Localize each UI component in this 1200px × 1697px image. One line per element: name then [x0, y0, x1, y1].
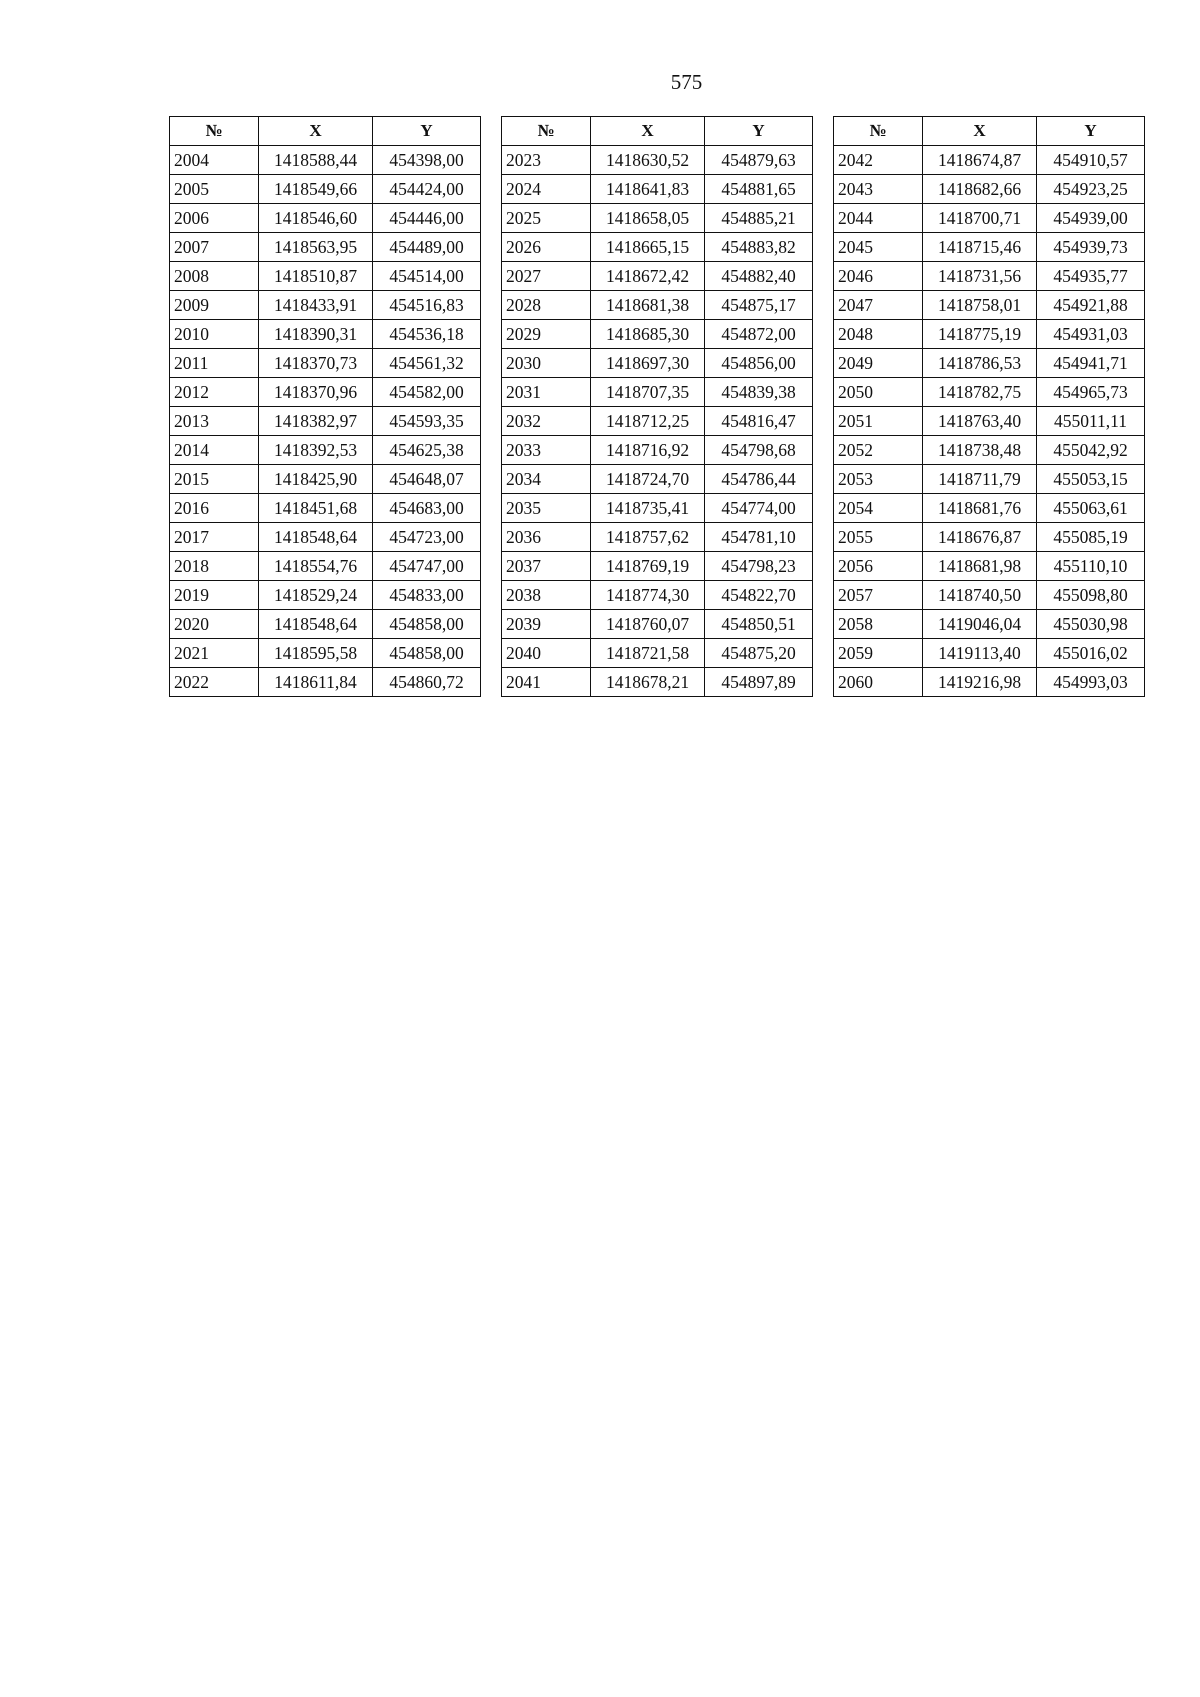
point-number-cell: 2010	[170, 320, 259, 349]
y-coordinate-cell: 454931,03	[1037, 320, 1145, 349]
x-coordinate-cell: 1418782,75	[923, 378, 1037, 407]
x-coordinate-cell: 1418392,53	[259, 436, 373, 465]
point-number-cell: 2035	[502, 494, 591, 523]
point-number-cell: 2042	[834, 146, 923, 175]
table-row	[834, 552, 1145, 581]
y-coordinate-cell: 454939,00	[1037, 204, 1145, 233]
x-coordinate-cell: 1419046,04	[923, 610, 1037, 639]
table-row	[502, 581, 813, 610]
point-number-cell: 2043	[834, 175, 923, 204]
table-row	[502, 146, 813, 175]
point-number-cell: 2009	[170, 291, 259, 320]
y-coordinate-cell: 454856,00	[705, 349, 813, 378]
table-row	[834, 146, 1145, 175]
table-header-row	[834, 117, 1145, 146]
x-coordinate-cell: 1418707,35	[591, 378, 705, 407]
y-coordinate-cell: 454822,70	[705, 581, 813, 610]
header-x: X	[591, 117, 705, 146]
table-row	[502, 407, 813, 436]
x-coordinate-cell: 1418588,44	[259, 146, 373, 175]
coordinates-table-3	[833, 116, 1145, 697]
point-number-cell: 2037	[502, 552, 591, 581]
table-row	[834, 349, 1145, 378]
x-coordinate-cell: 1418681,76	[923, 494, 1037, 523]
table-row	[834, 262, 1145, 291]
point-number-cell: 2051	[834, 407, 923, 436]
x-coordinate-cell: 1418674,87	[923, 146, 1037, 175]
table-row	[170, 407, 481, 436]
x-coordinate-cell: 1418595,58	[259, 639, 373, 668]
table-row	[170, 581, 481, 610]
header-y: Y	[373, 117, 481, 146]
table-row	[834, 465, 1145, 494]
table-row	[170, 349, 481, 378]
header-number: №	[170, 117, 259, 146]
coordinates-table-1	[169, 116, 481, 697]
x-coordinate-cell: 1418758,01	[923, 291, 1037, 320]
y-coordinate-cell: 454839,38	[705, 378, 813, 407]
point-number-cell: 2059	[834, 639, 923, 668]
y-coordinate-cell: 454489,00	[373, 233, 481, 262]
point-number-cell: 2052	[834, 436, 923, 465]
point-number-cell: 2016	[170, 494, 259, 523]
table-row	[834, 436, 1145, 465]
x-coordinate-cell: 1418681,38	[591, 291, 705, 320]
point-number-cell: 2008	[170, 262, 259, 291]
table-row	[170, 465, 481, 494]
table-row	[502, 262, 813, 291]
x-coordinate-cell: 1418757,62	[591, 523, 705, 552]
y-coordinate-cell: 454860,72	[373, 668, 481, 697]
y-coordinate-cell: 454625,38	[373, 436, 481, 465]
y-coordinate-cell: 454683,00	[373, 494, 481, 523]
x-coordinate-cell: 1418721,58	[591, 639, 705, 668]
point-number-cell: 2015	[170, 465, 259, 494]
y-coordinate-cell: 454881,65	[705, 175, 813, 204]
point-number-cell: 2034	[502, 465, 591, 494]
point-number-cell: 2040	[502, 639, 591, 668]
table-row	[170, 436, 481, 465]
x-coordinate-cell: 1418682,66	[923, 175, 1037, 204]
table-row	[502, 494, 813, 523]
x-coordinate-cell: 1418678,21	[591, 668, 705, 697]
table-row	[502, 349, 813, 378]
x-coordinate-cell: 1418546,60	[259, 204, 373, 233]
x-coordinate-cell: 1418676,87	[923, 523, 1037, 552]
page-number: 575	[670, 70, 703, 94]
x-coordinate-cell: 1418370,73	[259, 349, 373, 378]
x-coordinate-cell: 1418697,30	[591, 349, 705, 378]
point-number-cell: 2006	[170, 204, 259, 233]
x-coordinate-cell: 1418510,87	[259, 262, 373, 291]
point-number-cell: 2048	[834, 320, 923, 349]
table-row	[502, 552, 813, 581]
y-coordinate-cell: 454516,83	[373, 291, 481, 320]
point-number-cell: 2011	[170, 349, 259, 378]
x-coordinate-cell: 1418390,31	[259, 320, 373, 349]
y-coordinate-cell: 454941,71	[1037, 349, 1145, 378]
y-coordinate-cell: 454921,88	[1037, 291, 1145, 320]
x-coordinate-cell: 1418425,90	[259, 465, 373, 494]
table-row	[834, 494, 1145, 523]
x-coordinate-cell: 1418740,50	[923, 581, 1037, 610]
table-row	[502, 291, 813, 320]
y-coordinate-cell: 454593,35	[373, 407, 481, 436]
x-coordinate-cell: 1418548,64	[259, 610, 373, 639]
table-row	[834, 523, 1145, 552]
x-coordinate-cell: 1418735,41	[591, 494, 705, 523]
x-coordinate-cell: 1418738,48	[923, 436, 1037, 465]
header-y: Y	[705, 117, 813, 146]
header-number: №	[502, 117, 591, 146]
x-coordinate-cell: 1418724,70	[591, 465, 705, 494]
x-coordinate-cell: 1418433,91	[259, 291, 373, 320]
y-coordinate-cell: 454883,82	[705, 233, 813, 262]
point-number-cell: 2025	[502, 204, 591, 233]
table-row	[834, 581, 1145, 610]
point-number-cell: 2014	[170, 436, 259, 465]
point-number-cell: 2044	[834, 204, 923, 233]
y-coordinate-cell: 454798,68	[705, 436, 813, 465]
point-number-cell: 2039	[502, 610, 591, 639]
y-coordinate-cell: 455063,61	[1037, 494, 1145, 523]
y-coordinate-cell: 454833,00	[373, 581, 481, 610]
y-coordinate-cell: 454798,23	[705, 552, 813, 581]
table-row	[170, 523, 481, 552]
table-row	[502, 233, 813, 262]
x-coordinate-cell: 1418451,68	[259, 494, 373, 523]
header-x: X	[923, 117, 1037, 146]
y-coordinate-cell: 454850,51	[705, 610, 813, 639]
y-coordinate-cell: 454872,00	[705, 320, 813, 349]
y-coordinate-cell: 454747,00	[373, 552, 481, 581]
y-coordinate-cell: 455110,10	[1037, 552, 1145, 581]
table-row	[170, 668, 481, 697]
x-coordinate-cell: 1418712,25	[591, 407, 705, 436]
table-row	[170, 320, 481, 349]
y-coordinate-cell: 454424,00	[373, 175, 481, 204]
y-coordinate-cell: 454897,89	[705, 668, 813, 697]
point-number-cell: 2019	[170, 581, 259, 610]
table-row	[502, 378, 813, 407]
y-coordinate-cell: 454993,03	[1037, 668, 1145, 697]
point-number-cell: 2050	[834, 378, 923, 407]
y-coordinate-cell: 455030,98	[1037, 610, 1145, 639]
point-number-cell: 2017	[170, 523, 259, 552]
point-number-cell: 2057	[834, 581, 923, 610]
x-coordinate-cell: 1419216,98	[923, 668, 1037, 697]
y-coordinate-cell: 454514,00	[373, 262, 481, 291]
point-number-cell: 2033	[502, 436, 591, 465]
point-number-cell: 2022	[170, 668, 259, 697]
point-number-cell: 2036	[502, 523, 591, 552]
x-coordinate-cell: 1418711,79	[923, 465, 1037, 494]
y-coordinate-cell: 455053,15	[1037, 465, 1145, 494]
x-coordinate-cell: 1418786,53	[923, 349, 1037, 378]
table-row	[502, 523, 813, 552]
x-coordinate-cell: 1418716,92	[591, 436, 705, 465]
point-number-cell: 2004	[170, 146, 259, 175]
point-number-cell: 2005	[170, 175, 259, 204]
x-coordinate-cell: 1418672,42	[591, 262, 705, 291]
table-row	[502, 610, 813, 639]
table-row	[170, 552, 481, 581]
table-row	[834, 233, 1145, 262]
x-coordinate-cell: 1418763,40	[923, 407, 1037, 436]
point-number-cell: 2056	[834, 552, 923, 581]
point-number-cell: 2028	[502, 291, 591, 320]
table-row	[170, 291, 481, 320]
x-coordinate-cell: 1418665,15	[591, 233, 705, 262]
point-number-cell: 2027	[502, 262, 591, 291]
x-coordinate-cell: 1418774,30	[591, 581, 705, 610]
point-number-cell: 2023	[502, 146, 591, 175]
table-header-row	[502, 117, 813, 146]
point-number-cell: 2045	[834, 233, 923, 262]
y-coordinate-cell: 454398,00	[373, 146, 481, 175]
coordinates-table-2	[501, 116, 813, 697]
table-row	[834, 378, 1145, 407]
table-row	[170, 639, 481, 668]
table-row	[502, 175, 813, 204]
point-number-cell: 2007	[170, 233, 259, 262]
point-number-cell: 2055	[834, 523, 923, 552]
table-row	[834, 668, 1145, 697]
point-number-cell: 2012	[170, 378, 259, 407]
x-coordinate-cell: 1418554,76	[259, 552, 373, 581]
point-number-cell: 2058	[834, 610, 923, 639]
table-row	[502, 320, 813, 349]
y-coordinate-cell: 454561,32	[373, 349, 481, 378]
point-number-cell: 2026	[502, 233, 591, 262]
point-number-cell: 2018	[170, 552, 259, 581]
table-row	[170, 262, 481, 291]
table-row	[170, 233, 481, 262]
x-coordinate-cell: 1418715,46	[923, 233, 1037, 262]
x-coordinate-cell: 1418658,05	[591, 204, 705, 233]
header-x: X	[259, 117, 373, 146]
y-coordinate-cell: 454582,00	[373, 378, 481, 407]
y-coordinate-cell: 454648,07	[373, 465, 481, 494]
y-coordinate-cell: 454885,21	[705, 204, 813, 233]
y-coordinate-cell: 454786,44	[705, 465, 813, 494]
header-y: Y	[1037, 117, 1145, 146]
table-row	[834, 291, 1145, 320]
y-coordinate-cell: 454875,17	[705, 291, 813, 320]
table-row	[170, 204, 481, 233]
point-number-cell: 2031	[502, 378, 591, 407]
table-row	[170, 378, 481, 407]
point-number-cell: 2046	[834, 262, 923, 291]
point-number-cell: 2047	[834, 291, 923, 320]
y-coordinate-cell: 454965,73	[1037, 378, 1145, 407]
table-row	[834, 320, 1145, 349]
x-coordinate-cell: 1418775,19	[923, 320, 1037, 349]
x-coordinate-cell: 1418769,19	[591, 552, 705, 581]
table-row	[170, 610, 481, 639]
y-coordinate-cell: 455016,02	[1037, 639, 1145, 668]
y-coordinate-cell: 454879,63	[705, 146, 813, 175]
y-coordinate-cell: 455098,80	[1037, 581, 1145, 610]
x-coordinate-cell: 1418611,84	[259, 668, 373, 697]
y-coordinate-cell: 454774,00	[705, 494, 813, 523]
table-row	[834, 175, 1145, 204]
x-coordinate-cell: 1418685,30	[591, 320, 705, 349]
point-number-cell: 2053	[834, 465, 923, 494]
table-row	[834, 639, 1145, 668]
point-number-cell: 2054	[834, 494, 923, 523]
y-coordinate-cell: 454723,00	[373, 523, 481, 552]
y-coordinate-cell: 454446,00	[373, 204, 481, 233]
table-header-row	[170, 117, 481, 146]
y-coordinate-cell: 455011,11	[1037, 407, 1145, 436]
x-coordinate-cell: 1418563,95	[259, 233, 373, 262]
point-number-cell: 2049	[834, 349, 923, 378]
point-number-cell: 2021	[170, 639, 259, 668]
y-coordinate-cell: 454923,25	[1037, 175, 1145, 204]
point-number-cell: 2060	[834, 668, 923, 697]
table-row	[170, 175, 481, 204]
point-number-cell: 2020	[170, 610, 259, 639]
point-number-cell: 2024	[502, 175, 591, 204]
y-coordinate-cell: 454781,10	[705, 523, 813, 552]
y-coordinate-cell: 455042,92	[1037, 436, 1145, 465]
x-coordinate-cell: 1418548,64	[259, 523, 373, 552]
table-row	[502, 436, 813, 465]
x-coordinate-cell: 1418382,97	[259, 407, 373, 436]
x-coordinate-cell: 1418529,24	[259, 581, 373, 610]
x-coordinate-cell: 1418700,71	[923, 204, 1037, 233]
point-number-cell: 2041	[502, 668, 591, 697]
x-coordinate-cell: 1418370,96	[259, 378, 373, 407]
y-coordinate-cell: 454875,20	[705, 639, 813, 668]
y-coordinate-cell: 454858,00	[373, 610, 481, 639]
table-row	[502, 639, 813, 668]
x-coordinate-cell: 1418760,07	[591, 610, 705, 639]
y-coordinate-cell: 455085,19	[1037, 523, 1145, 552]
point-number-cell: 2029	[502, 320, 591, 349]
header-number: №	[834, 117, 923, 146]
y-coordinate-cell: 454935,77	[1037, 262, 1145, 291]
x-coordinate-cell: 1418731,56	[923, 262, 1037, 291]
table-row	[834, 407, 1145, 436]
table-row	[502, 465, 813, 494]
point-number-cell: 2038	[502, 581, 591, 610]
x-coordinate-cell: 1418681,98	[923, 552, 1037, 581]
x-coordinate-cell: 1419113,40	[923, 639, 1037, 668]
y-coordinate-cell: 454816,47	[705, 407, 813, 436]
table-row	[834, 610, 1145, 639]
table-row	[502, 668, 813, 697]
x-coordinate-cell: 1418630,52	[591, 146, 705, 175]
point-number-cell: 2032	[502, 407, 591, 436]
table-row	[170, 146, 481, 175]
y-coordinate-cell: 454536,18	[373, 320, 481, 349]
x-coordinate-cell: 1418549,66	[259, 175, 373, 204]
y-coordinate-cell: 454939,73	[1037, 233, 1145, 262]
y-coordinate-cell: 454882,40	[705, 262, 813, 291]
table-row	[170, 494, 481, 523]
table-row	[502, 204, 813, 233]
y-coordinate-cell: 454910,57	[1037, 146, 1145, 175]
x-coordinate-cell: 1418641,83	[591, 175, 705, 204]
point-number-cell: 2013	[170, 407, 259, 436]
y-coordinate-cell: 454858,00	[373, 639, 481, 668]
table-row	[834, 204, 1145, 233]
point-number-cell: 2030	[502, 349, 591, 378]
